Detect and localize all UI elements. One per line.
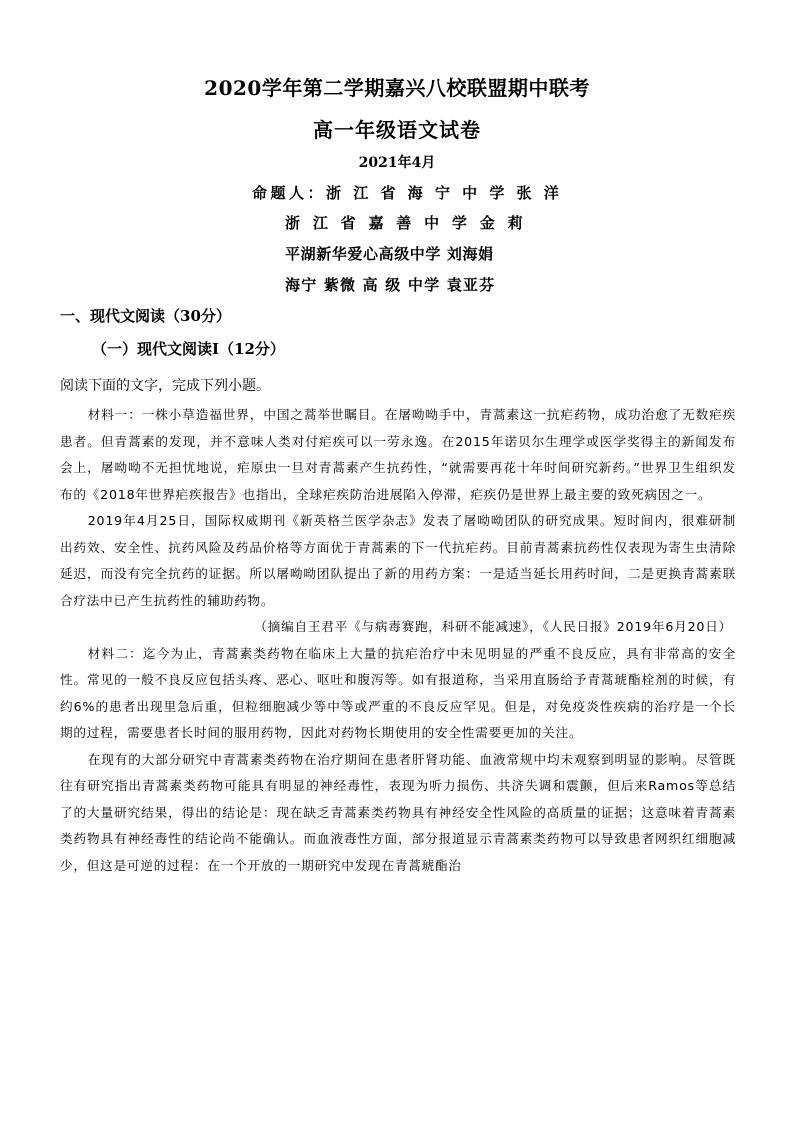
paragraph-4: 在现有的大部分研究中青蒿素类药物在治疗期间在患者肝肾功能、血液常规中均未观察到明显的影响。尽管既往有研究指出青蒿素类药物可能具有明显的神经毒性，表现为听力损伤、共济失调和震颤，但后来Ramos等总结了的大量研究结果，得出的结论是：现在缺乏青蒿素类药物具有神经安全性风险的高质量的证据；这意味着青蒿素类药物具有神经毒性的结论尚不能确认。而血液毒性方面，部分报道显示青蒿素类药物可以导致患者网织红细胞减少，但这是可逆的过程：在一个开放的一期研究中发现在青蒿琥酯治 bbox=[60, 751, 736, 873]
reading-instruction: 阅读下面的文字，完成下列小题。 bbox=[60, 378, 270, 394]
paragraph-material-2: 材料二：迄今为止，青蒿素类药物在临床上大量的抗疟治疗中未见明显的严重不良反应，具有非常高的安全性。常见的一般不良反应包括头疼、恶心、呕吐和腹泻等。如有报道称，当采用直肠给予青蒿琥酯栓剂的时候，有约6%的患者出现里急后重，但粒细胞减少等中等或严重的不良反应罕见。但是，对免疫炎性疾病的治疗是一个长期的过程，需要患者长时间的服用药物，因此对药物长期使用的安全性需要更加的关注。 bbox=[60, 645, 736, 740]
exam-date: 2021年4月 bbox=[358, 155, 436, 171]
section-heading: 一、现代文阅读（30分） bbox=[60, 307, 231, 325]
reading-passage bbox=[60, 402, 736, 879]
author-line-1: 命题人：浙 江 省 海 宁 中 学 张 洋 bbox=[252, 184, 563, 202]
paragraph-material-1: 材料一：一株小草造福世界，中国之蒿举世瞩目。在屠呦呦手中，青蒿素这一抗疟药物，成功治愈了无数疟疾患者。但青蒿素的发现，并不意味人类对付疟疾可以一劳永逸。在2015年诺贝尔生理学或医学奖得主的新闻发布会上，屠呦呦不无担忧地说，疟原虫一旦对青蒿素产生抗药性，“就需要再花十年时间研究新药。”世界卫生组织发布的《2018年世界疟疾报告》也指出，全球疟疾防治进展陷入停滞，疟疾仍是世界上最主要的致死病因之一。 bbox=[60, 407, 736, 502]
exam-title: 2020学年第二学期嘉兴八校联盟期中联考 bbox=[204, 76, 590, 100]
subsection-heading: （一）现代文阅读Ⅰ（12分） bbox=[92, 340, 285, 358]
author-line-2: 浙 江 省 嘉 善 中 学 金 莉 bbox=[285, 214, 527, 232]
author-line-3: 平湖新华爱心高级中学 刘海娟 bbox=[285, 245, 494, 263]
exam-subtitle: 高一年级语文试卷 bbox=[313, 118, 481, 142]
paragraph-2: 2019年4月25日，国际权威期刊《新英格兰医学杂志》发表了屠呦呦团队的研究成果。短时间内，很难研制出药效、安全性、抗药风险及药品价格等方面优于青蒿素的下一代抗疟药。目前青蒿素抗药性仅表现为寄生虫清除延迟，而没有完全抗药的证据。所以屠呦呦团队提出了新的用药方案：一是适当延长用药时间，二是更换青蒿素联合疗法中已产生抗药性的辅助药物。 bbox=[60, 513, 736, 608]
author-line-4: 海宁 紫微 高 级 中学 袁亚芬 bbox=[285, 276, 496, 294]
source-citation: （摘编自王君平《与病毒赛跑，科研不能减速》，《人民日报》2019年6月20日） bbox=[254, 619, 732, 634]
